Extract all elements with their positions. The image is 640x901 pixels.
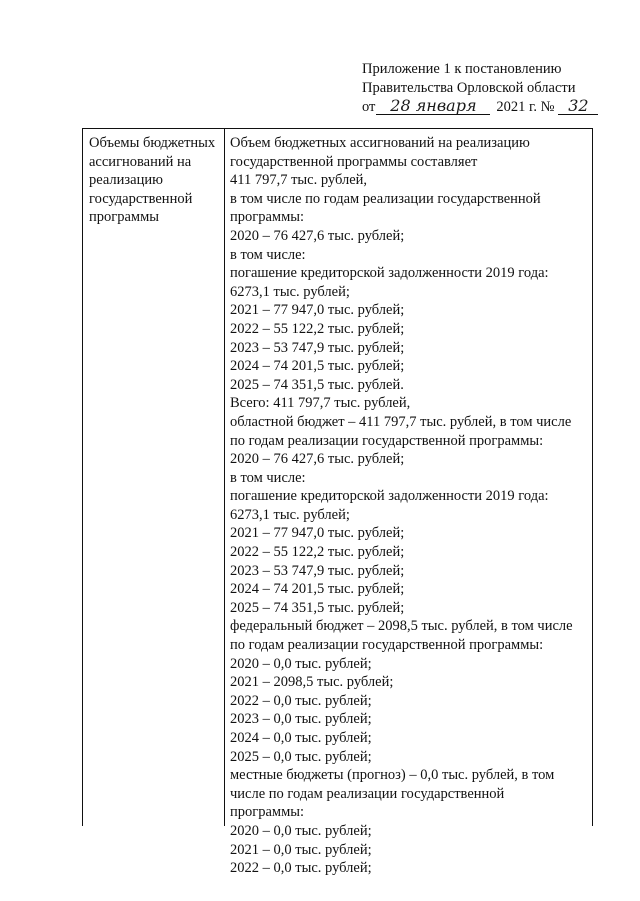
date-prefix: от xyxy=(362,99,376,115)
content-line: 2023 – 53 747,9 тыс. рублей; xyxy=(230,562,405,579)
content-line: 2025 – 74 351,5 тыс. рублей; xyxy=(230,599,405,616)
issuing-authority: Правительства Орловской области xyxy=(362,80,576,96)
content-line: программы: xyxy=(230,804,305,821)
handwritten-number: 32 xyxy=(558,98,598,115)
label-line: государственной xyxy=(89,190,193,207)
content-line: 2022 – 55 122,2 тыс. рублей; xyxy=(230,544,405,561)
label-line: Объемы бюджетных xyxy=(89,135,216,151)
appendix-header xyxy=(362,60,602,117)
content-line: 2020 – 0,0 тыс. рублей; xyxy=(230,655,372,672)
content-line: 2024 – 0,0 тыс. рублей; xyxy=(230,730,372,746)
content-line: числе по годам реализации государственной xyxy=(230,785,505,802)
content-line: 2024 – 74 201,5 тыс. рублей; xyxy=(230,358,405,375)
content-line: погашение кредиторской задолженности 2019 года: xyxy=(230,265,549,282)
content-line: 2021 – 77 947,0 тыс. рублей; xyxy=(230,302,405,319)
handwritten-date: 28 января xyxy=(376,98,490,115)
content-line: 2020 – 0,0 тыс. рублей; xyxy=(230,822,372,839)
content-line: Объем бюджетных ассигнований на реализацию xyxy=(230,135,530,151)
content-line: по годам реализации государственной программы: xyxy=(230,637,544,654)
label-line: ассигнований на xyxy=(89,153,192,170)
content-line: 2025 – 0,0 тыс. рублей; xyxy=(230,748,372,765)
content-line: государственной программы составляет xyxy=(230,153,478,170)
content-line: программы: xyxy=(230,209,305,226)
content-line: областной бюджет – 411 797,7 тыс. рублей, в том числе xyxy=(230,413,572,430)
content-line: местные бюджеты (прогноз) – 0,0 тыс. рублей, в том xyxy=(230,767,555,784)
content-line: 2025 – 74 351,5 тыс. рублей. xyxy=(230,376,404,393)
content-line: в том числе: xyxy=(230,469,306,486)
content-line: 2022 – 0,0 тыс. рублей; xyxy=(230,860,372,877)
content-line: 2020 – 76 427,6 тыс. рублей; xyxy=(230,451,405,468)
year-and-number-label: 2021 г. № xyxy=(496,99,555,115)
content-line: 2021 – 77 947,0 тыс. рублей; xyxy=(230,525,405,542)
content-line: 411 797,7 тыс. рублей, xyxy=(230,172,368,189)
content-line: 2023 – 0,0 тыс. рублей; xyxy=(230,711,372,728)
content-line: федеральный бюджет – 2098,5 тыс. рублей, в том числе xyxy=(230,618,573,635)
content-line: 2022 – 55 122,2 тыс. рублей; xyxy=(230,320,405,337)
content-line: в том числе: xyxy=(230,246,306,263)
content-line: 2020 – 76 427,6 тыс. рублей; xyxy=(230,227,405,244)
content-line: 2023 – 53 747,9 тыс. рублей; xyxy=(230,339,405,356)
budget-table xyxy=(82,128,593,877)
table-label-cell xyxy=(89,134,224,227)
content-line: 2022 – 0,0 тыс. рублей; xyxy=(230,692,372,709)
label-line: программы xyxy=(89,209,159,226)
column-divider xyxy=(224,129,225,826)
content-line: 2024 – 74 201,5 тыс. рублей; xyxy=(230,581,405,598)
content-line: 6273,1 тыс. рублей; xyxy=(230,283,350,300)
content-line: в том числе по годам реализации государственной xyxy=(230,190,541,207)
resolution-date-line xyxy=(362,98,602,117)
content-line: 2021 – 2098,5 тыс. рублей; xyxy=(230,674,394,691)
table-content-cell xyxy=(230,134,592,878)
content-line: по годам реализации государственной программы: xyxy=(230,432,544,449)
content-line: Всего: 411 797,7 тыс. рублей, xyxy=(230,395,411,412)
content-line: 6273,1 тыс. рублей; xyxy=(230,506,350,523)
label-line: реализацию xyxy=(89,172,163,189)
appendix-title: Приложение 1 к постановлению xyxy=(362,61,562,77)
content-line: погашение кредиторской задолженности 2019 года: xyxy=(230,488,549,505)
content-line: 2021 – 0,0 тыс. рублей; xyxy=(230,841,372,858)
